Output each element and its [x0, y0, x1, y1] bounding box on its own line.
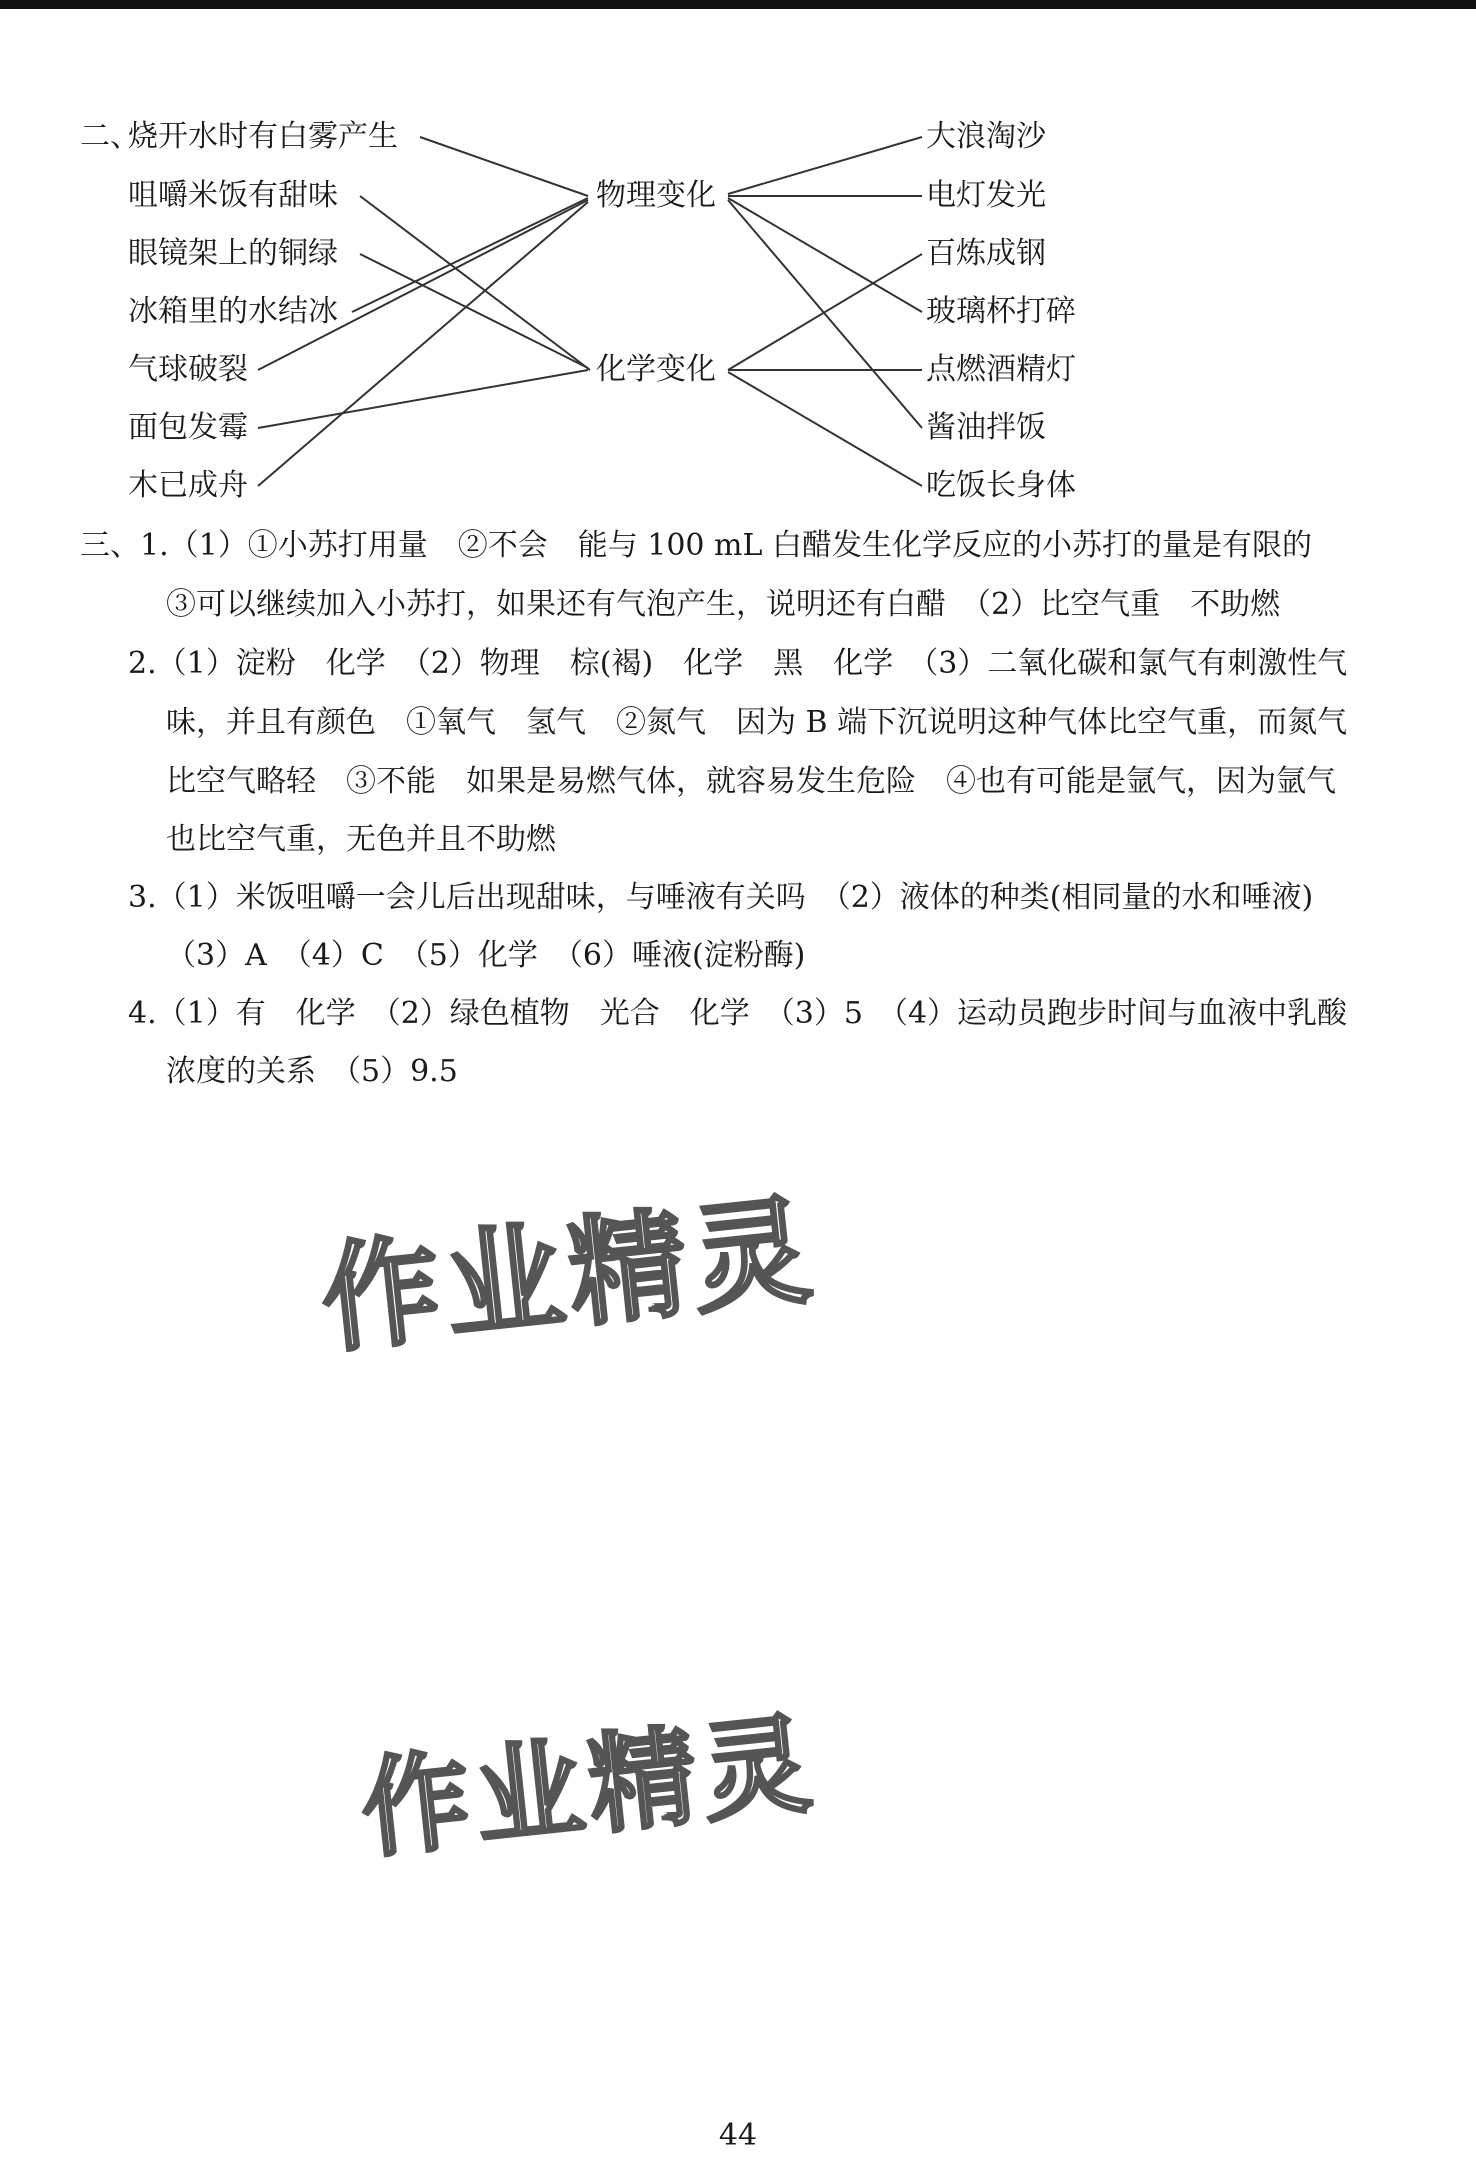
link-line: [728, 200, 922, 428]
watermark: 作业精灵: [315, 1180, 823, 1370]
left-item: 眼镜架上的铜绿: [128, 236, 338, 271]
link-line: [352, 198, 588, 312]
link-line: [728, 198, 922, 312]
page-number: 44: [718, 2118, 758, 2153]
left-item: 冰箱里的水结冰: [128, 294, 338, 329]
answer-line: 2.（1）淀粉 化学 （2）物理 棕(褐) 化学 黑 化学 （3）二氧化碳和氯气有刺激性气: [128, 646, 1348, 681]
left-item: 气球破裂: [128, 352, 248, 387]
watermark: 作业精灵: [355, 1701, 823, 1874]
left-item: 咀嚼米饭有甜味: [128, 178, 338, 213]
link-line: [420, 137, 588, 196]
answer-line: 味，并且有颜色 ①氧气 氢气 ②氮气 因为 B 端下沉说明这种气体比空气重，而氮气: [166, 705, 1348, 740]
answer-line: ③可以继续加入小苏打，如果还有气泡产生，说明还有白醋 （2）比空气重 不助燃: [166, 587, 1281, 622]
right-item: 玻璃杯打碎: [926, 294, 1076, 329]
left-item: 木已成舟: [128, 468, 248, 503]
link-line: [728, 254, 922, 370]
link-line: [728, 372, 922, 486]
answer-line: 也比空气重，无色并且不助燃: [166, 822, 556, 857]
link-line: [360, 196, 590, 370]
right-item: 百炼成钢: [926, 236, 1046, 271]
middle-item-chemical: 化学变化: [596, 352, 716, 387]
right-item: 吃饭长身体: [926, 468, 1076, 503]
right-item: 点燃酒精灯: [926, 352, 1076, 387]
section-2-prefix: 二、: [80, 119, 140, 154]
link-line: [258, 370, 588, 428]
answer-line: 三、1.（1）①小苏打用量 ②不会 能与 100 mL 白醋发生化学反应的小苏打的量是有限的: [80, 528, 1312, 563]
right-item: 大浪淘沙: [926, 119, 1046, 154]
right-item: 酱油拌饭: [926, 410, 1046, 445]
link-line: [728, 137, 922, 194]
answer-line: 3.（1）米饭咀嚼一会儿后出现甜味，与唾液有关吗 （2）液体的种类(相同量的水和唾液): [128, 880, 1314, 915]
middle-item-physical: 物理变化: [596, 178, 716, 213]
answer-line: 比空气略轻 ③不能 如果是易燃气体，就容易发生危险 ④也有可能是氩气，因为氩气: [166, 764, 1336, 799]
link-line: [360, 254, 588, 368]
answer-line: 浓度的关系 （5）9.5: [166, 1054, 458, 1089]
right-item: 电灯发光: [926, 178, 1046, 213]
left-item: 烧开水时有白雾产生: [128, 119, 398, 154]
answer-line: （3）A （4）C （5）化学 （6）唾液(淀粉酶): [166, 938, 806, 973]
answer-line: 4.（1）有 化学 （2）绿色植物 光合 化学 （3）5 （4）运动员跑步时间与血液中乳酸: [128, 996, 1348, 1031]
left-item: 面包发霉: [128, 410, 248, 445]
